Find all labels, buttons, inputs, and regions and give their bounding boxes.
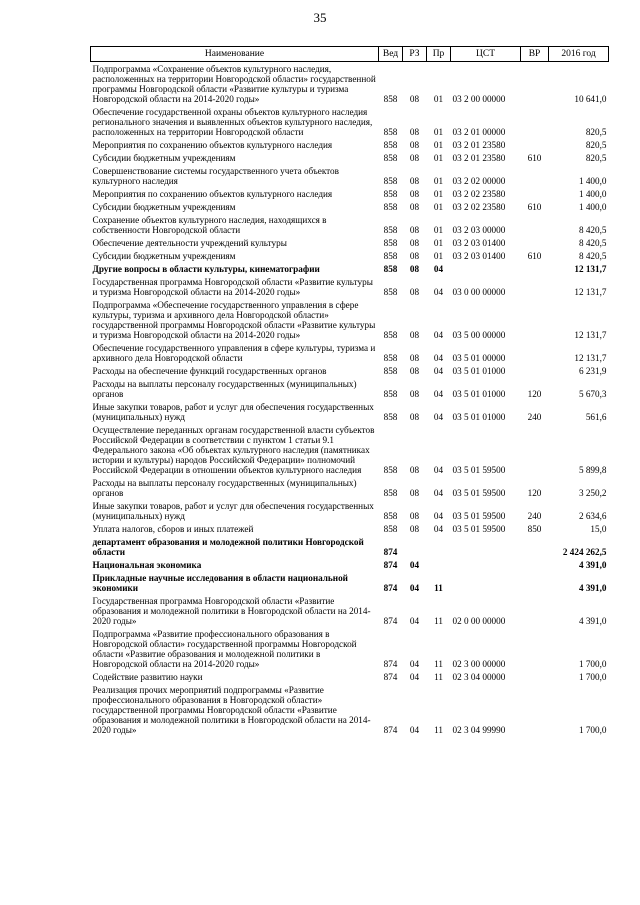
row-vr (521, 262, 549, 275)
row-ved: 858 (383, 153, 398, 163)
row-vr (521, 558, 549, 571)
table-row (91, 627, 609, 670)
table-row (91, 670, 609, 683)
row-name: Иные закупки товаров, работ и услуг для обеспечения государственных (муниципальных) нужд (92, 402, 374, 422)
row-ved: 874 (383, 547, 398, 557)
row-rz: 08 (409, 127, 420, 137)
row-sum: 12 131,7 (574, 287, 607, 297)
row-pr: 01 (433, 202, 444, 212)
row-name: Сохранение объектов культурного наследия, находящихся в собственности Новгородской области (92, 215, 327, 235)
row-pr: 01 (433, 176, 444, 186)
row-sum: 15,0 (590, 524, 607, 534)
row-vr (521, 138, 549, 151)
row-cst: 03 5 01 59500 (452, 465, 506, 475)
row-vr: 120 (527, 389, 542, 399)
row-vr (521, 571, 549, 594)
row-sum: 12 131,7 (574, 264, 607, 274)
row-name: Расходы на выплаты персоналу государственных (муниципальных) органов (92, 478, 357, 498)
row-rz: 04 (409, 583, 420, 593)
row-name: Расходы на обеспечение функций государственных органов (92, 366, 327, 376)
row-cst: 03 5 01 59500 (452, 488, 506, 498)
row-ved: 874 (383, 560, 398, 570)
row-rz: 08 (409, 264, 420, 274)
row-sum: 1 700,0 (578, 672, 607, 682)
row-name: Прикладные научные исследования в области национальной экономики (92, 573, 348, 593)
table-row (91, 262, 609, 275)
row-sum: 2 634,6 (578, 511, 607, 521)
row-cst: 03 2 03 01400 (452, 238, 506, 248)
row-cst: 03 2 02 00000 (452, 176, 506, 186)
table-row (91, 499, 609, 522)
row-rz: 08 (409, 488, 420, 498)
row-rz: 08 (409, 511, 420, 521)
row-sum: 4 391,0 (578, 616, 607, 626)
row-sum: 2 424 262,5 (562, 547, 607, 557)
row-cst (451, 535, 521, 558)
row-ved: 858 (383, 412, 398, 422)
row-sum: 6 231,9 (578, 366, 607, 376)
row-sum: 12 131,7 (574, 330, 607, 340)
row-cst: 02 0 00 00000 (452, 616, 506, 626)
row-ved: 858 (383, 140, 398, 150)
page-number: 35 (313, 10, 327, 25)
row-vr (521, 341, 549, 364)
row-pr (427, 558, 451, 571)
table-row (91, 298, 609, 341)
row-ved: 858 (383, 176, 398, 186)
row-name: Подпрограмма «Развитие профессионального образования в Новгородской области» государственной программы Новгородской области «Развитие образования и молодежной политики в Новгородской области на 2014-2020 годы» (92, 629, 357, 669)
table-row (91, 151, 609, 164)
row-cst (451, 262, 521, 275)
row-cst: 03 2 02 23580 (452, 202, 506, 212)
row-vr (521, 364, 549, 377)
row-vr: 610 (527, 251, 542, 261)
table-row (91, 236, 609, 249)
row-pr: 04 (433, 264, 444, 274)
row-pr: 01 (433, 94, 444, 104)
row-name: Подпрограмма «Сохранение объектов культурного наследия, расположенных на территории Новгородской области» государственной программы Новгородской области «Развитие культуры и туризма Новгородской области на 2014-2020 годы» (92, 64, 376, 104)
row-rz: 08 (409, 94, 420, 104)
header-ved: Вед (379, 47, 403, 62)
row-cst: 03 2 02 23580 (452, 189, 506, 199)
row-vr (521, 670, 549, 683)
row-name: Субсидии бюджетным учреждениям (92, 153, 236, 163)
row-sum: 4 391,0 (578, 583, 607, 593)
row-vr (521, 62, 549, 106)
row-cst (451, 571, 521, 594)
table-row (91, 249, 609, 262)
row-cst: 03 5 01 00000 (452, 353, 506, 363)
row-pr: 04 (433, 353, 444, 363)
row-pr: 01 (433, 153, 444, 163)
row-pr: 11 (434, 616, 443, 626)
row-vr: 240 (527, 511, 542, 521)
row-vr (521, 683, 549, 736)
row-rz: 08 (409, 330, 420, 340)
row-rz: 04 (409, 659, 420, 669)
row-vr (521, 105, 549, 138)
table-row (91, 105, 609, 138)
row-cst: 03 5 00 00000 (452, 330, 506, 340)
row-rz: 08 (409, 366, 420, 376)
row-ved: 874 (383, 725, 398, 735)
row-rz: 08 (409, 176, 420, 186)
row-sum: 8 420,5 (578, 238, 607, 248)
header-rz: РЗ (403, 47, 427, 62)
row-vr: 120 (527, 488, 542, 498)
row-vr (521, 423, 549, 476)
row-ved: 858 (383, 225, 398, 235)
row-name: Другие вопросы в области культуры, кинематографии (92, 264, 320, 274)
row-cst: 03 2 03 01400 (452, 251, 506, 261)
row-ved: 858 (383, 389, 398, 399)
row-cst (451, 558, 521, 571)
row-pr: 01 (433, 189, 444, 199)
row-rz: 08 (409, 353, 420, 363)
table-row (91, 275, 609, 298)
row-ved: 858 (383, 330, 398, 340)
row-name: Реализация прочих мероприятий подпрограммы «Развитие профессионального образования в Новгородской области» государственной программы Новгородской области «Развитие образования и молодежной политики в Новгородской области на 2014-2020 годы» (92, 685, 371, 735)
row-vr (521, 298, 549, 341)
row-cst: 03 0 00 00000 (452, 287, 506, 297)
row-sum: 5 899,8 (578, 465, 607, 475)
row-vr (521, 164, 549, 187)
row-pr: 11 (434, 725, 443, 735)
row-pr: 01 (433, 251, 444, 261)
table-row (91, 377, 609, 400)
table-row (91, 683, 609, 736)
row-pr (427, 535, 451, 558)
row-pr: 04 (433, 488, 444, 498)
row-vr: 610 (527, 202, 542, 212)
row-pr: 01 (433, 225, 444, 235)
table-row (91, 213, 609, 236)
row-cst: 03 5 01 01000 (452, 366, 506, 376)
row-vr (521, 187, 549, 200)
row-sum: 1 700,0 (578, 659, 607, 669)
row-sum: 1 700,0 (578, 725, 607, 735)
row-cst: 03 2 01 23580 (452, 140, 506, 150)
row-ved: 874 (383, 659, 398, 669)
row-sum: 820,5 (585, 153, 607, 163)
table-row (91, 423, 609, 476)
header-vr: ВР (521, 47, 549, 62)
row-rz: 08 (409, 465, 420, 475)
row-name: Мероприятия по сохранению объектов культурного наследия (92, 140, 333, 150)
row-sum: 1 400,0 (578, 189, 607, 199)
table-row (91, 522, 609, 535)
row-cst: 02 3 00 00000 (452, 659, 506, 669)
row-name: Обеспечение государственной охраны объектов культурного наследия регионального значения и выявленных объектов культурного наследия, расположенных на территории Новгородской области (92, 107, 373, 137)
row-ved: 858 (383, 202, 398, 212)
row-rz (403, 535, 427, 558)
row-ved: 858 (383, 251, 398, 261)
row-name: Обеспечение государственного управления в сфере культуры, туризма и архивного дела Новгородской области (92, 343, 376, 363)
table-row (91, 594, 609, 627)
table-row (91, 138, 609, 151)
table-row (91, 535, 609, 558)
row-sum: 1 400,0 (578, 202, 607, 212)
row-rz: 08 (409, 202, 420, 212)
row-rz: 08 (409, 140, 420, 150)
row-pr: 11 (434, 659, 443, 669)
row-ved: 858 (383, 287, 398, 297)
row-ved: 874 (383, 616, 398, 626)
row-name: Совершенствование системы государственного учета объектов культурного наследия (92, 166, 339, 186)
row-rz: 08 (409, 238, 420, 248)
row-rz: 08 (409, 153, 420, 163)
row-sum: 5 670,3 (578, 389, 607, 399)
row-sum: 561,6 (585, 412, 607, 422)
row-cst: 03 2 00 00000 (452, 94, 506, 104)
row-rz: 04 (409, 725, 420, 735)
row-ved: 858 (383, 511, 398, 521)
row-vr (521, 535, 549, 558)
table-row (91, 62, 609, 106)
row-cst: 03 5 01 01000 (452, 389, 506, 399)
row-sum: 1 400,0 (578, 176, 607, 186)
row-ved: 858 (383, 524, 398, 534)
row-cst: 03 5 01 59500 (452, 511, 506, 521)
table-row (91, 364, 609, 377)
row-name: Осуществление переданных органам государственной власти субъектов Российской Федерации в соответствии с пунктом 1 статьи 9.1 Федерального закона «Об объектах культурного наследия (памятниках истории и культуры) народов Российской Федерации» полномочий Российской Федерации в отношении объектов культурного наследия (92, 425, 375, 475)
row-name: Государственная программа Новгородской области «Развитие образования и молодежной политики в Новгородской области на 2014-2020 годы» (92, 596, 371, 626)
table-row (91, 571, 609, 594)
row-ved: 858 (383, 488, 398, 498)
table-row (91, 341, 609, 364)
row-pr: 01 (433, 238, 444, 248)
row-pr: 04 (433, 465, 444, 475)
row-pr: 01 (433, 127, 444, 137)
header-name: Наименование (91, 47, 379, 62)
row-ved: 858 (383, 94, 398, 104)
row-ved: 858 (383, 353, 398, 363)
row-ved: 858 (383, 366, 398, 376)
row-name: Субсидии бюджетным учреждениям (92, 202, 236, 212)
row-pr: 04 (433, 524, 444, 534)
row-name: Субсидии бюджетным учреждениям (92, 251, 236, 261)
row-name: Иные закупки товаров, работ и услуг для обеспечения государственных (муниципальных) нужд (92, 501, 374, 521)
header-cst: ЦСТ (451, 47, 521, 62)
row-ved: 874 (383, 672, 398, 682)
row-name: Содействие развитию науки (92, 672, 203, 682)
row-name: Государственная программа Новгородской области «Развитие культуры и туризма Новгородской области на 2014-2020 годы» (92, 277, 373, 297)
row-pr: 01 (433, 140, 444, 150)
row-pr: 04 (433, 412, 444, 422)
row-pr: 04 (433, 366, 444, 376)
row-name: департамент образования и молодежной политики Новгородской области (92, 537, 364, 557)
row-sum: 820,5 (585, 140, 607, 150)
row-sum: 12 131,7 (574, 353, 607, 363)
row-pr: 04 (433, 511, 444, 521)
budget-table (90, 46, 609, 736)
table-header-row (91, 47, 609, 62)
row-rz: 08 (409, 225, 420, 235)
row-cst: 02 3 04 00000 (452, 672, 506, 682)
table-row (91, 200, 609, 213)
row-pr: 04 (433, 330, 444, 340)
row-ved: 858 (383, 465, 398, 475)
table-row (91, 164, 609, 187)
row-rz: 08 (409, 251, 420, 261)
row-name: Мероприятия по сохранению объектов культурного наследия (92, 189, 333, 199)
row-vr: 850 (527, 524, 542, 534)
row-ved: 858 (383, 264, 398, 274)
row-name: Подпрограмма «Обеспечение государственного управления в сфере культуры, туризма и архивного дела Новгородской области» государственной программы Новгородской области «Развитие культуры и туризма Новгородской области на 2014-2020 годы» (92, 300, 376, 340)
table-row (91, 476, 609, 499)
row-sum: 10 641,0 (574, 94, 607, 104)
row-name: Национальная экономика (92, 560, 202, 570)
row-pr: 11 (434, 583, 443, 593)
row-vr (521, 236, 549, 249)
row-vr (521, 627, 549, 670)
row-cst: 03 2 03 00000 (452, 225, 506, 235)
row-sum: 3 250,2 (578, 488, 607, 498)
row-rz: 04 (409, 616, 420, 626)
row-cst: 03 2 01 00000 (452, 127, 506, 137)
row-pr: 04 (433, 287, 444, 297)
row-ved: 858 (383, 189, 398, 199)
row-cst: 03 5 01 59500 (452, 524, 506, 534)
row-name: Обеспечение деятельности учреждений культуры (92, 238, 287, 248)
row-vr (521, 275, 549, 298)
row-sum: 4 391,0 (578, 560, 607, 570)
row-sum: 820,5 (585, 127, 607, 137)
row-ved: 858 (383, 238, 398, 248)
header-year: 2016 год (549, 47, 609, 62)
row-rz: 08 (409, 189, 420, 199)
row-name: Расходы на выплаты персоналу государственных (муниципальных) органов (92, 379, 357, 399)
row-rz: 08 (409, 524, 420, 534)
row-ved: 858 (383, 127, 398, 137)
row-vr: 610 (527, 153, 542, 163)
row-vr (521, 213, 549, 236)
row-rz: 08 (409, 389, 420, 399)
row-rz: 08 (409, 287, 420, 297)
row-vr (521, 594, 549, 627)
row-vr: 240 (527, 412, 542, 422)
table-row (91, 558, 609, 571)
row-cst: 02 3 04 99990 (452, 725, 506, 735)
row-pr: 11 (434, 672, 443, 682)
row-sum: 8 420,5 (578, 225, 607, 235)
table-row (91, 187, 609, 200)
row-rz: 04 (409, 560, 420, 570)
row-cst: 03 5 01 01000 (452, 412, 506, 422)
row-rz: 08 (409, 412, 420, 422)
row-cst: 03 2 01 23580 (452, 153, 506, 163)
row-rz: 04 (409, 672, 420, 682)
row-pr: 04 (433, 389, 444, 399)
row-name: Уплата налогов, сборов и иных платежей (92, 524, 254, 534)
row-ved: 874 (383, 583, 398, 593)
header-pr: Пр (427, 47, 451, 62)
table-row (91, 400, 609, 423)
row-sum: 8 420,5 (578, 251, 607, 261)
